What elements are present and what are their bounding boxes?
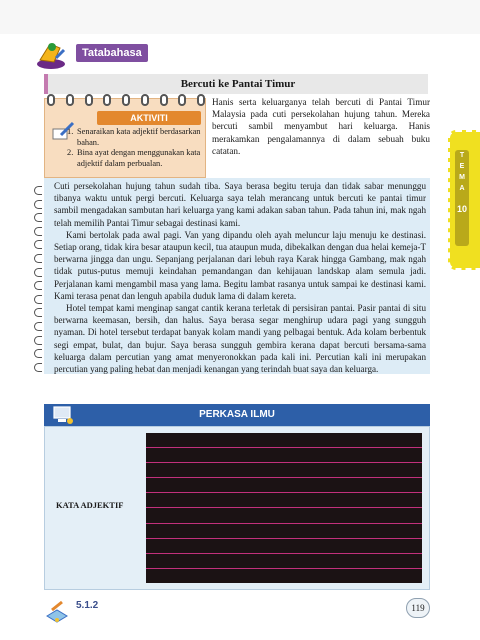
spiral-icon <box>34 281 42 290</box>
spiral-icon <box>34 213 42 222</box>
story-text <box>54 180 426 375</box>
activity-heading: AKTIVITI <box>97 111 201 125</box>
ring-icon <box>66 94 74 106</box>
section-tag: Tatabahasa <box>76 44 148 62</box>
computer-icon <box>52 405 74 425</box>
page-number: 119 <box>406 598 430 618</box>
story-paragraph: Hotel tempat kami menginap sangat cantik kerana terletak di persisiran pantai. Pasir pantai di situ berwarna keemasan, bersih, dan halus. Saya berasa segar menghirup udara pagi yang sungguh nyaman. Di hotel tersebut terdapat banyak kolam mandi yang pelbagai bentuk. Ada kolam berbentuk segi empat, bulat, dan bujur. Saya berasa sungguh gembira kerana dapat bercuti bersama-sama keluarga dalam percutian yang amat menyeronokkan pada kali ini. Percutian kali ini merupakan percutian yang paling hebat dan menjadi kenangan yang terindah buat saya dan keluarga. <box>54 303 426 375</box>
intro-paragraph: Hanis serta keluarganya telah bercuti di Pantai Timur Malaysia pada cuti persekolahan hujung tahun. Mereka bercuti sambil menyambut hari keluarga. Hanis merakamkan pengalamannya di dalam sebuah buku catatan. <box>212 97 430 156</box>
ring-icon <box>197 94 205 106</box>
list-item: 2. Bina ayat dengan menggunakan kata adjektif dalam perbualan. <box>67 148 201 168</box>
top-margin <box>0 0 480 34</box>
answer-row[interactable] <box>146 569 422 583</box>
answer-grid <box>146 433 422 583</box>
answer-row[interactable] <box>146 493 422 508</box>
theme-tab-label: T E M A 10 <box>455 150 469 246</box>
activity-list <box>67 127 201 169</box>
answer-row[interactable] <box>146 478 422 493</box>
ring-icon <box>85 94 93 106</box>
spiral-icon <box>34 349 42 358</box>
spiral-icon <box>34 227 42 236</box>
answer-row[interactable] <box>146 433 422 448</box>
spiral-icon <box>34 363 42 372</box>
notebook-spiral <box>34 186 46 372</box>
spiral-icon <box>34 254 42 263</box>
kata-adjektif-label: KATA ADJEKTIF <box>56 500 124 510</box>
list-item: 1. Senaraikan kata adjektif berdasarkan bahan. <box>67 127 201 147</box>
spiral-icon <box>34 200 42 209</box>
story-paragraph: Cuti persekolahan hujung tahun sudah tiba. Saya berasa begitu teruja dan tidak sabar menunggu tibanya waktu untuk pergi bercuti. Keluarga saya telah merancang untuk bercuti ke pantai timur sambil mengadakan sambutan hari keluarga yang kami adakan saban tahun. Pada tahun ini, mak ngah telah memilih Pantai Timur sebagai destinasi kami. <box>54 181 426 228</box>
activity-box <box>44 98 206 178</box>
perkasa-ilmu-heading: PERKASA ILMU <box>44 404 430 426</box>
spiral-icon <box>34 240 42 249</box>
spiral-icon <box>34 295 42 304</box>
spiral-icon <box>34 322 42 331</box>
ring-icon <box>122 94 130 106</box>
theme-number: 10 <box>456 204 467 214</box>
page-title: Bercuti ke Pantai Timur <box>44 74 428 94</box>
spiral-icon <box>34 308 42 317</box>
answer-row[interactable] <box>146 554 422 569</box>
answer-row[interactable] <box>146 463 422 478</box>
ring-icon <box>178 94 186 106</box>
answer-row[interactable] <box>146 539 422 554</box>
notebook-rings <box>47 94 205 106</box>
spiral-icon <box>34 186 42 195</box>
grammar-logo-icon <box>34 38 68 70</box>
theme-tab <box>448 130 480 270</box>
story-paragraph: Kami bertolak pada awal pagi. Van yang dipandu oleh ayah meluncur laju menuju ke destinasi. Setiap orang, tidak kira besar ataupun kecil, tua ataupun muda, dibekalkan dengan dua helai kemeja-T berwarna jingga dan ungu. Sepanjang perjalanan dari lebuh raya Karak hingga Gambang, mak ngah tidak putus-putus memuji keindahan pemandangan dan kehijauan landskap alam semula jadi. Perjalanan kami mengambil masa yang lama. Begitu lambat rasanya untuk sampai ke destinasi kami. Kami terasa penat dan lenguh apabila duduk lama di dalam kereta. <box>54 229 426 301</box>
spiral-icon <box>34 336 42 345</box>
book-icon <box>44 598 70 624</box>
ring-icon <box>47 94 55 106</box>
ring-icon <box>103 94 111 106</box>
answer-row[interactable] <box>146 508 422 523</box>
answer-row[interactable] <box>146 524 422 539</box>
answer-row[interactable] <box>146 448 422 463</box>
learning-standard-code: 5.1.2 <box>76 600 99 611</box>
ring-icon <box>141 94 149 106</box>
ring-icon <box>160 94 168 106</box>
spiral-icon <box>34 268 42 277</box>
